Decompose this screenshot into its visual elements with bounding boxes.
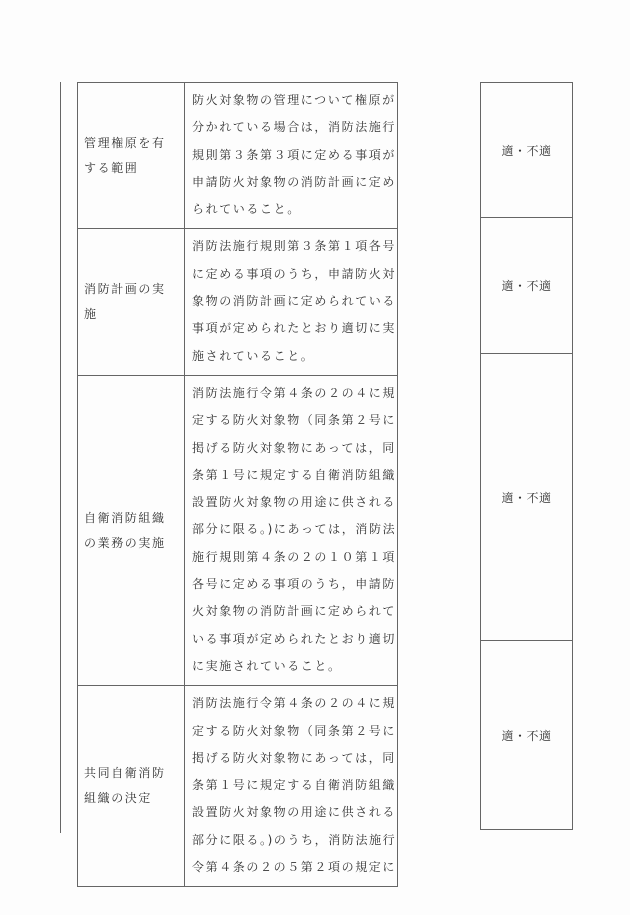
criteria-text: 防火対象物の管理について権原が xyxy=(192,93,396,107)
criteria-text: られていること。 xyxy=(192,202,301,217)
item-text: 組織の決定 xyxy=(84,791,153,806)
criteria-cell xyxy=(185,229,398,375)
criteria-text: に実施されていること。 xyxy=(192,658,342,673)
item-text: する範囲 xyxy=(84,160,139,175)
item-text: 管理権原を有 xyxy=(84,135,166,150)
criteria-text: 規則第３条第３項に定める事項が xyxy=(192,147,397,162)
table-row xyxy=(78,375,398,685)
criteria-text: 事項が定められたとおり適切に実 xyxy=(192,321,397,336)
criteria-text: 消防法施行令第４条の２の４に規 xyxy=(192,696,397,711)
item-text: 消防計画の実 xyxy=(84,282,166,297)
criteria-text: 火対象物の消防計画に定められて xyxy=(192,604,397,619)
judgment-cell[interactable]: 適・不適 xyxy=(481,218,573,354)
item-text: 自衛消防組織 xyxy=(84,510,166,525)
item-text: 施 xyxy=(84,307,98,322)
item-text: 共同自衛消防 xyxy=(84,766,166,781)
judgment-cell[interactable]: 適・不適 xyxy=(481,354,573,641)
criteria-text: 施行規則第４条の２の１０第１項 xyxy=(192,549,397,564)
criteria-text: 定する防火対象物（同条第２号に xyxy=(192,723,397,738)
table-row xyxy=(481,218,573,354)
table-row xyxy=(78,229,398,375)
criteria-cell xyxy=(185,375,398,685)
criteria-text: 掲げる防火対象物にあっては，同 xyxy=(192,440,396,455)
criteria-text: 条第１号に規定する自衛消防組織 xyxy=(192,778,397,793)
item-cell xyxy=(78,686,185,887)
judgment-table xyxy=(480,82,573,830)
criteria-text: 部分に限る。)にあっては，消防法 xyxy=(192,522,397,537)
table-row xyxy=(78,83,398,229)
criteria-text: 設置防火対象物の用途に供される xyxy=(192,495,397,510)
criteria-text: 象物の消防計画に定められている xyxy=(192,294,397,309)
item-cell xyxy=(78,375,185,685)
item-cell xyxy=(78,229,185,375)
item-text: の業務の実施 xyxy=(84,535,166,550)
criteria-text: 分かれている場合は，消防法施行 xyxy=(192,120,397,135)
criteria-cell xyxy=(185,83,398,229)
criteria-text: 令第４条の２の５第２項の規定に xyxy=(192,860,397,875)
criteria-table xyxy=(77,82,398,887)
criteria-text: いる事項が定められたとおり適切 xyxy=(192,631,397,646)
judgment-cell[interactable]: 適・不適 xyxy=(481,83,573,218)
criteria-text: 申請防火対象物の消防計画に定め xyxy=(192,174,397,189)
table-row xyxy=(481,83,573,218)
item-cell xyxy=(78,83,185,229)
criteria-text: に定める事項のうち，申請防火対 xyxy=(192,266,397,281)
criteria-text: 消防法施行規則第３条第１項各号 xyxy=(192,239,397,254)
left-margin-rule xyxy=(60,82,61,833)
table-row xyxy=(481,354,573,641)
judgment-cell[interactable]: 適・不適 xyxy=(481,641,573,830)
table-row xyxy=(78,686,398,887)
criteria-cell xyxy=(185,686,398,887)
criteria-text: 消防法施行令第４条の２の４に規 xyxy=(192,385,397,400)
criteria-text: 定する防火対象物（同条第２号に xyxy=(192,413,397,428)
criteria-text: 施されていること。 xyxy=(192,348,315,363)
criteria-text: 条第１号に規定する自衛消防組織 xyxy=(192,467,397,482)
criteria-text: 設置防火対象物の用途に供される xyxy=(192,805,397,820)
table-row xyxy=(481,641,573,830)
criteria-text: 掲げる防火対象物にあっては，同 xyxy=(192,750,396,765)
criteria-text: 部分に限る。)のうち，消防法施行 xyxy=(192,832,397,847)
criteria-text: 各号に定める事項のうち，申請防 xyxy=(192,577,397,592)
